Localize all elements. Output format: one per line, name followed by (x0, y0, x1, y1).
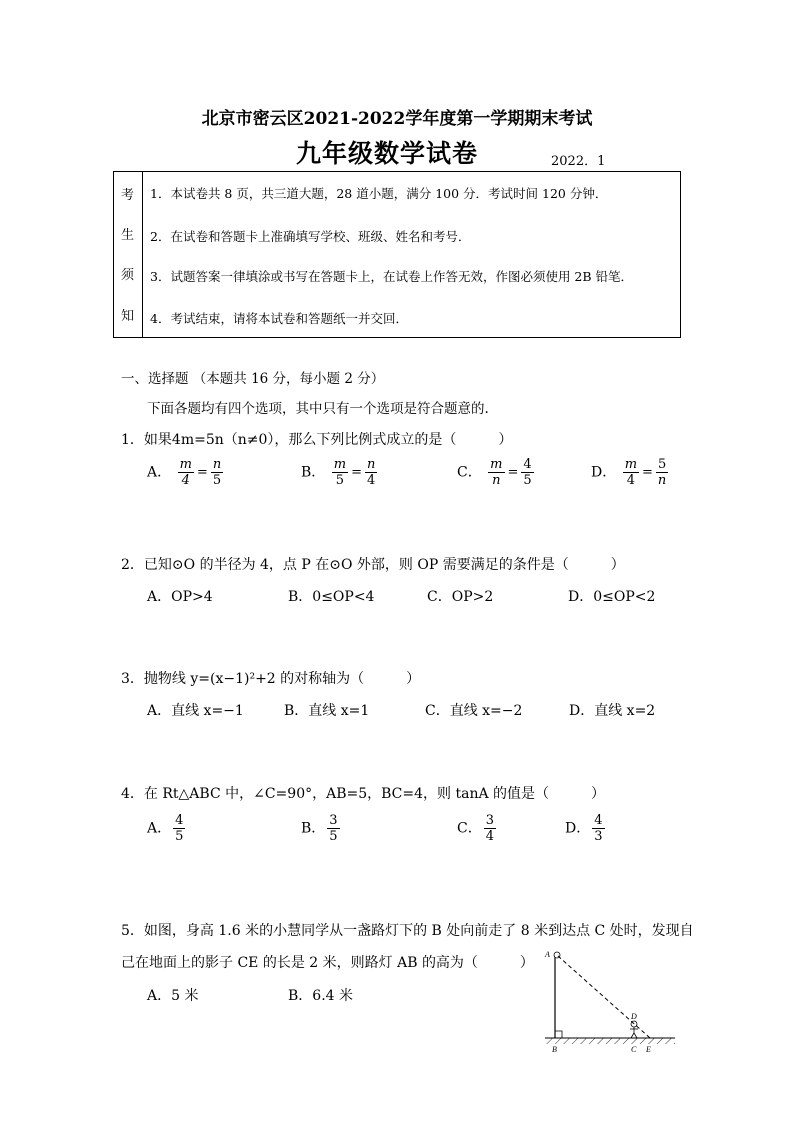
q1-option-d (591, 457, 670, 488)
q5-option-b: B．6.4 米 (288, 988, 354, 1004)
equals-sign: = (507, 465, 519, 480)
frac-den: 5 (335, 473, 345, 488)
question-1-stem: 1．如果4m=5n（n≠0），那么下列比例式成立的是（ ） (121, 432, 513, 448)
q2-option-b: B．0≤OP<4 (288, 589, 375, 605)
q1-option-c (457, 457, 536, 488)
option-label: B． (301, 820, 326, 837)
notice-item: 1．本试卷共 8 页，共三道大题，28 道小题，满分 100 分．考试时间 120 分钟． (150, 186, 608, 201)
q4-option-a (147, 813, 187, 844)
q4-option-c (457, 813, 498, 844)
q4-option-b (301, 813, 342, 844)
option-label: B． (301, 464, 326, 481)
option-label: A． (147, 820, 172, 837)
point-label-e: E (646, 1045, 651, 1054)
option-label: D． (591, 464, 617, 481)
option-label: C． (457, 464, 482, 481)
notice-box (113, 171, 681, 338)
notice-char: 生 (121, 228, 135, 243)
point-label-a: A (545, 950, 550, 959)
frac-num: 4 (175, 813, 184, 828)
option-label: A． (147, 464, 172, 481)
frac-den: 4 (626, 473, 635, 488)
notice-char: 考 (121, 188, 135, 203)
frac-den: 4 (367, 473, 376, 488)
frac-num: 5 (656, 457, 668, 473)
exam-title: 北京市密云区2021-2022学年度第一学期期末考试 (201, 109, 593, 129)
frac-num: 3 (329, 813, 338, 828)
notice-side-label (114, 172, 143, 337)
frac-num: 3 (485, 813, 494, 828)
frac-num: m (333, 457, 347, 472)
frac-den: 3 (594, 829, 603, 844)
q3-option-c: C．直线 x=−2 (425, 703, 523, 719)
frac-den: 5 (329, 829, 338, 844)
equals-sign: = (196, 465, 208, 480)
frac-num: m (490, 457, 503, 472)
question-5-line-1: 5．如图，身高 1.6 米的小慧同学从一盏路灯下的 B 处向前走了 8 米到达点 C 处时，发现自 (121, 923, 694, 939)
right-angle-mark (555, 1031, 562, 1038)
question-5-line-2: 己在地面上的影子 CE 的长是 2 米，则路灯 AB 的高为（ ） (121, 955, 534, 971)
frac-den: 4 (181, 473, 190, 488)
q5-option-a: A．5 米 (147, 988, 199, 1004)
q2-option-d: D．0≤OP<2 (568, 589, 656, 605)
frac-num: m (179, 457, 192, 472)
frac-num: 4 (594, 813, 603, 828)
frac-den: 5 (523, 473, 532, 488)
q2-option-a: A．OP>4 (147, 589, 213, 605)
notice-item: 2．在试卷和答题卡上准确填写学校、班级、姓名和考号． (150, 229, 471, 244)
q1-option-b (301, 457, 379, 488)
frac-num: m (624, 457, 638, 472)
equals-sign: = (351, 465, 362, 480)
q3-option-d: D．直线 x=2 (569, 703, 656, 719)
q1-option-a (147, 457, 225, 488)
frac-num: n (366, 457, 376, 472)
frac-den: n (492, 473, 501, 488)
frac-den: n (657, 473, 667, 488)
point-label-c: C (631, 1045, 637, 1054)
notice-item: 3．试题答案一律填涂或书写在答题卡上，在试卷上作答无效，作图必须使用 2B 铅笔． (150, 269, 634, 284)
section-instruction: 下面各题均有四个选项，其中只有一个选项是符合题意的. (147, 401, 489, 417)
section-heading: 一、选择题 （本题共 16 分，每小题 2 分） (121, 371, 385, 387)
frac-den: 5 (175, 829, 184, 844)
option-label: C． (457, 820, 482, 837)
frac-num: 4 (523, 457, 532, 472)
streetlight-figure (535, 945, 680, 1060)
notice-char: 须 (121, 268, 135, 283)
question-4-stem: 4．在 Rt△ABC 中，∠C=90°，AB=5，BC=4，则 tanA 的值是（ ） (121, 786, 606, 802)
paper-title: 九年级数学试卷 (296, 139, 479, 168)
q2-option-c: C．OP>2 (427, 589, 494, 605)
frac-den: 5 (212, 473, 222, 488)
q3-option-b: B．直线 x=1 (284, 703, 370, 719)
ground-hatch (545, 1038, 675, 1044)
equals-sign: = (642, 465, 653, 480)
option-label: D． (565, 820, 591, 837)
frac-den: 4 (485, 829, 494, 844)
frac-num: n (212, 457, 222, 472)
notice-char: 知 (121, 309, 135, 324)
point-label-b: B (552, 1045, 557, 1054)
question-3-stem: 3．抛物线 y=(x−1)²+2 的对称轴为（ ） (121, 671, 421, 687)
point-label-d: D (631, 1012, 637, 1021)
notice-item: 4．考试结束，请将本试卷和答题纸一并交回． (150, 311, 408, 326)
q3-option-a: A．直线 x=−1 (147, 703, 244, 719)
exam-date: 2022．1 (551, 154, 606, 169)
question-2-stem: 2．已知⊙O 的半径为 4，点 P 在⊙O 外部，则 OP 需要满足的条件是（ ） (121, 557, 625, 573)
q4-option-d (565, 813, 607, 844)
